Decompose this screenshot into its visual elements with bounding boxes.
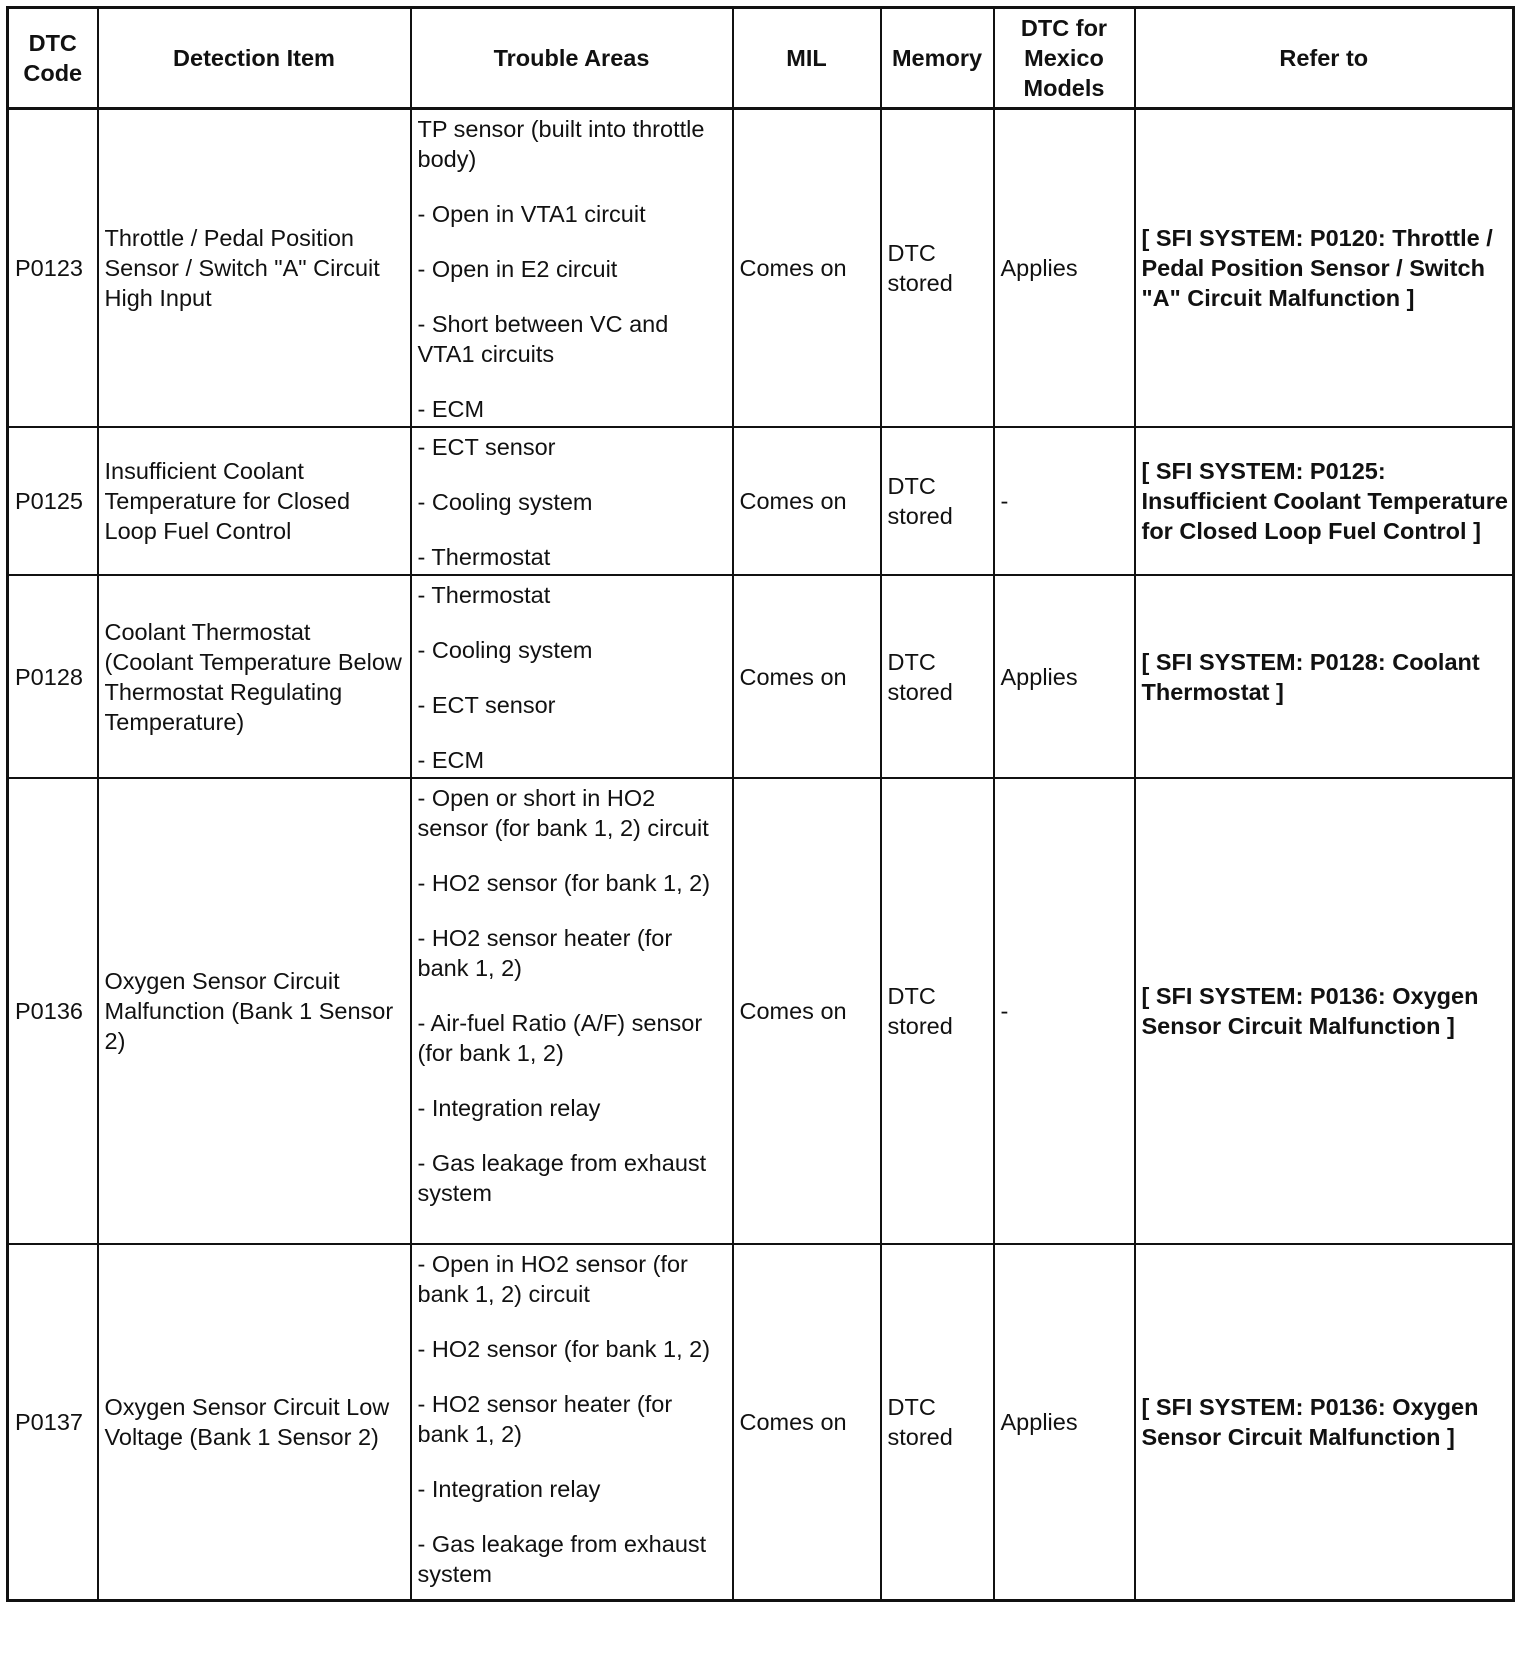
trouble-area-item: - HO2 sensor heater (for bank 1, 2) (417, 925, 673, 981)
trouble-area-item: - Open or short in HO2 sensor (for bank 1, 2) circuit (417, 785, 709, 841)
dtc-code-cell: P0136 (8, 778, 98, 1244)
header-line: MIL (786, 45, 827, 71)
refer-to-cell: [ SFI SYSTEM: P0136: Oxygen Sensor Circuit Malfunction ] (1135, 1244, 1514, 1600)
table-row (8, 778, 1514, 1244)
mil-cell: Comes on (733, 1244, 881, 1600)
trouble-areas-cell (411, 427, 733, 575)
header-line: Detection Item (173, 45, 335, 71)
mil-cell: Comes on (733, 778, 881, 1244)
trouble-areas-cell (411, 1244, 733, 1600)
refer-to-cell: [ SFI SYSTEM: P0125: Insufficient Coolant Temperature for Closed Loop Fuel Control ] (1135, 427, 1514, 575)
table-row (8, 575, 1514, 778)
trouble-areas-cell (411, 778, 733, 1244)
mexico-models-cell: - (994, 778, 1135, 1244)
detection-item-cell: Throttle / Pedal Position Sensor / Switch "A" Circuit High Input (98, 109, 411, 428)
header-row (8, 8, 1514, 109)
header-line: Refer to (1279, 45, 1369, 71)
trouble-area-item: TP sensor (built into throttle body) (417, 116, 705, 172)
header-line: Trouble Areas (493, 45, 650, 71)
memory-cell: DTC stored (881, 109, 994, 428)
mexico-models-cell: - (994, 427, 1135, 575)
trouble-area-item: - ECT sensor (417, 434, 556, 460)
trouble-area-item: - Thermostat (417, 544, 551, 570)
trouble-area-item: - Short between VC and VTA1 circuits (417, 311, 669, 367)
refer-to-cell: [ SFI SYSTEM: P0120: Throttle / Pedal Position Sensor / Switch "A" Circuit Malfunction ] (1135, 109, 1514, 428)
trouble-area-item: - HO2 sensor (for bank 1, 2) (417, 870, 711, 896)
header-line: Code (23, 60, 83, 86)
table-row (8, 427, 1514, 575)
mil-cell: Comes on (733, 427, 881, 575)
table-row (8, 1244, 1514, 1600)
memory-cell: DTC stored (881, 427, 994, 575)
refer-to-cell: [ SFI SYSTEM: P0128: Coolant Thermostat ] (1135, 575, 1514, 778)
trouble-area-item: - Gas leakage from exhaust system (417, 1531, 707, 1587)
header-dtc-mexico (994, 8, 1135, 109)
detection-item-cell: Coolant Thermostat (Coolant Temperature Below Thermostat Regulating Temperature) (98, 575, 411, 778)
trouble-area-item: - Air-fuel Ratio (A/F) sensor (for bank 1, 2) (417, 1010, 703, 1066)
trouble-area-item: - ECM (417, 396, 485, 422)
memory-cell: DTC stored (881, 1244, 994, 1600)
detection-item-cell: Oxygen Sensor Circuit Malfunction (Bank 1 Sensor 2) (98, 778, 411, 1244)
detection-item-cell: Insufficient Coolant Temperature for Closed Loop Fuel Control (98, 427, 411, 575)
dtc-code-cell: P0137 (8, 1244, 98, 1600)
memory-cell: DTC stored (881, 575, 994, 778)
header-line: DTC for (1020, 15, 1108, 41)
header-detection-item (98, 8, 411, 109)
header-line: Memory (891, 45, 983, 71)
header-memory (881, 8, 994, 109)
trouble-areas-cell (411, 109, 733, 428)
header-mil (733, 8, 881, 109)
trouble-area-item: - Thermostat (417, 582, 551, 608)
trouble-area-item: - Open in E2 circuit (417, 256, 618, 282)
header-refer-to (1135, 8, 1514, 109)
trouble-area-item: - Integration relay (417, 1476, 601, 1502)
dtc-code-cell: P0123 (8, 109, 98, 428)
header-trouble-areas (411, 8, 733, 109)
trouble-area-item: - Cooling system (417, 489, 593, 515)
dtc-code-cell: P0128 (8, 575, 98, 778)
dtc-table (6, 6, 1515, 1602)
header-dtc-code (8, 8, 98, 109)
refer-to-cell: [ SFI SYSTEM: P0136: Oxygen Sensor Circuit Malfunction ] (1135, 778, 1514, 1244)
mil-cell: Comes on (733, 109, 881, 428)
memory-cell: DTC stored (881, 778, 994, 1244)
trouble-area-item: - HO2 sensor heater (for bank 1, 2) (417, 1391, 673, 1447)
trouble-area-item: - ECT sensor (417, 692, 556, 718)
table-header (8, 8, 1514, 109)
mexico-models-cell: Applies (994, 109, 1135, 428)
mexico-models-cell: Applies (994, 1244, 1135, 1600)
header-line: Mexico (1024, 45, 1104, 71)
mexico-models-cell: Applies (994, 575, 1135, 778)
mil-cell: Comes on (733, 575, 881, 778)
detection-item-cell: Oxygen Sensor Circuit Low Voltage (Bank 1 Sensor 2) (98, 1244, 411, 1600)
table-row (8, 109, 1514, 428)
trouble-area-item: - Gas leakage from exhaust system (417, 1150, 707, 1206)
trouble-area-item: - Open in VTA1 circuit (417, 201, 646, 227)
trouble-area-item: - Open in HO2 sensor (for bank 1, 2) circuit (417, 1251, 688, 1307)
trouble-areas-cell (411, 575, 733, 778)
trouble-area-item: - Cooling system (417, 637, 593, 663)
dtc-code-cell: P0125 (8, 427, 98, 575)
trouble-area-item: - HO2 sensor (for bank 1, 2) (417, 1336, 711, 1362)
table-body (8, 109, 1514, 1601)
header-line: Models (1023, 75, 1105, 101)
trouble-area-item: - ECM (417, 747, 485, 773)
trouble-area-item: - Integration relay (417, 1095, 601, 1121)
header-line: DTC (28, 30, 77, 56)
